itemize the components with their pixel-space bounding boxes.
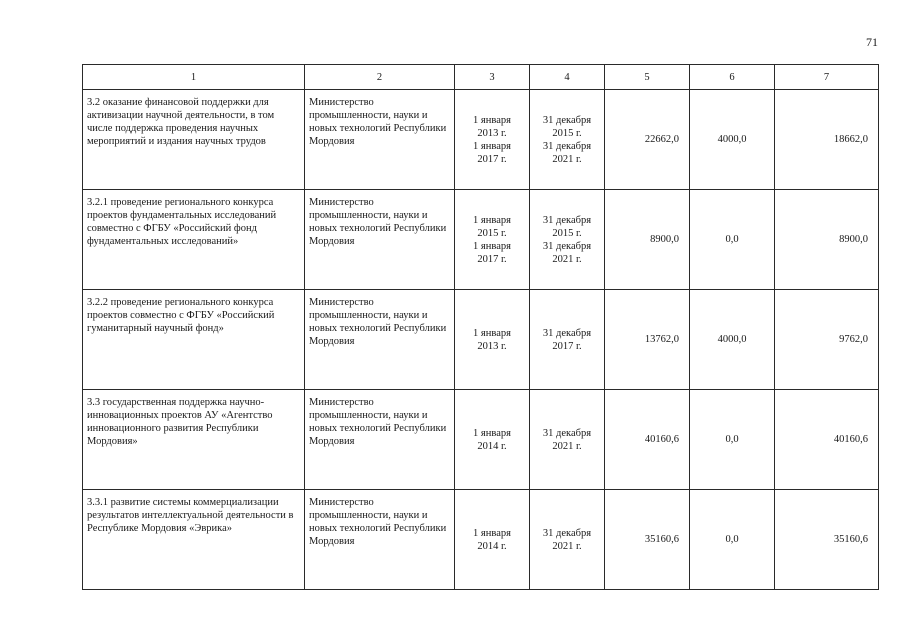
date-line: 1 января <box>473 214 511 226</box>
date-line: 1 января <box>473 240 511 252</box>
table-row <box>83 90 879 190</box>
federal-amount-cell: 0,0 <box>690 390 775 490</box>
total-amount-cell: 40160,6 <box>605 390 690 490</box>
date-line: 31 декабря <box>542 140 592 152</box>
header-cell-1: 1 <box>83 65 305 90</box>
start-date-cell <box>455 290 530 390</box>
header-cell-3: 3 <box>455 65 530 90</box>
measure-name-cell: 3.2.2 проведение регионального конкурса проектов совместно с ФГБУ «Российский гуманитарный научный фонд» <box>83 290 305 390</box>
date-line: 2017 г. <box>477 253 507 265</box>
header-cell-7: 7 <box>775 65 879 90</box>
regional-amount-cell: 9762,0 <box>775 290 879 390</box>
regional-amount-cell: 40160,6 <box>775 390 879 490</box>
date-line: 2015 г. <box>552 127 582 139</box>
end-date-cell <box>530 390 605 490</box>
executor-cell: Министерство промышленности, науки и новых технологий Республики Мордовия <box>305 190 455 290</box>
executor-cell: Министерство промышленности, науки и новых технологий Республики Мордовия <box>305 290 455 390</box>
federal-amount-cell: 4000,0 <box>690 290 775 390</box>
start-date-cell <box>455 490 530 590</box>
date-line: 2015 г. <box>477 227 507 239</box>
start-date-cell <box>455 90 530 190</box>
executor-cell: Министерство промышленности, науки и новых технологий Республики Мордовия <box>305 90 455 190</box>
header-cell-4: 4 <box>530 65 605 90</box>
executor-cell: Министерство промышленности, науки и новых технологий Республики Мордовия <box>305 490 455 590</box>
date-line: 31 декабря <box>542 327 592 339</box>
header-cell-6: 6 <box>690 65 775 90</box>
measure-name-cell: 3.2.1 проведение регионального конкурса проектов фундаментальных исследований совместно с ФГБУ «Российский фонд фундаментальных исследований» <box>83 190 305 290</box>
date-line: 1 января <box>473 527 511 539</box>
table-row <box>83 290 879 390</box>
measures-table <box>82 64 879 590</box>
measure-name-cell: 3.2 оказание финансовой поддержки для активизации научной деятельности, в том числе поддержка проведения научных мероприятий и издания научных трудов <box>83 90 305 190</box>
executor-cell: Министерство промышленности, науки и новых технологий Республики Мордовия <box>305 390 455 490</box>
total-amount-cell: 8900,0 <box>605 190 690 290</box>
date-line: 31 декабря <box>542 214 592 226</box>
date-line: 2013 г. <box>477 340 507 352</box>
date-line: 31 декабря <box>542 240 592 252</box>
end-date-cell <box>530 190 605 290</box>
date-line: 2021 г. <box>552 440 582 452</box>
end-date-cell <box>530 290 605 390</box>
header-row <box>83 65 879 90</box>
regional-amount-cell: 8900,0 <box>775 190 879 290</box>
date-line: 1 января <box>473 427 511 439</box>
table-row <box>83 390 879 490</box>
date-line: 2014 г. <box>477 440 507 452</box>
table-row <box>83 490 879 590</box>
end-date-cell <box>530 490 605 590</box>
date-line: 2021 г. <box>552 540 582 552</box>
date-line: 1 января <box>473 140 511 152</box>
end-date-cell <box>530 90 605 190</box>
date-line: 2013 г. <box>477 127 507 139</box>
measure-name-cell: 3.3 государственная поддержка научно-инновационных проектов АУ «Агентство инновационного развития Республики Мордовия» <box>83 390 305 490</box>
federal-amount-cell: 0,0 <box>690 490 775 590</box>
federal-amount-cell: 0,0 <box>690 190 775 290</box>
date-line: 2015 г. <box>552 227 582 239</box>
federal-amount-cell: 4000,0 <box>690 90 775 190</box>
date-line: 2021 г. <box>552 153 582 165</box>
measure-name-cell: 3.3.1 развитие системы коммерциализации результатов интеллектуальной деятельности в Республике Мордовия «Эврика» <box>83 490 305 590</box>
date-line: 2017 г. <box>477 153 507 165</box>
date-line: 31 декабря <box>542 427 592 439</box>
total-amount-cell: 13762,0 <box>605 290 690 390</box>
date-line: 2017 г. <box>552 340 582 352</box>
date-line: 1 января <box>473 114 511 126</box>
regional-amount-cell: 18662,0 <box>775 90 879 190</box>
page-number: 71 <box>866 35 878 49</box>
total-amount-cell: 22662,0 <box>605 90 690 190</box>
header-cell-5: 5 <box>605 65 690 90</box>
table-row <box>83 190 879 290</box>
start-date-cell <box>455 190 530 290</box>
date-line: 1 января <box>473 327 511 339</box>
header-cell-2: 2 <box>305 65 455 90</box>
date-line: 2014 г. <box>477 540 507 552</box>
total-amount-cell: 35160,6 <box>605 490 690 590</box>
date-line: 2021 г. <box>552 253 582 265</box>
date-line: 31 декабря <box>542 527 592 539</box>
regional-amount-cell: 35160,6 <box>775 490 879 590</box>
date-line: 31 декабря <box>542 114 592 126</box>
start-date-cell <box>455 390 530 490</box>
